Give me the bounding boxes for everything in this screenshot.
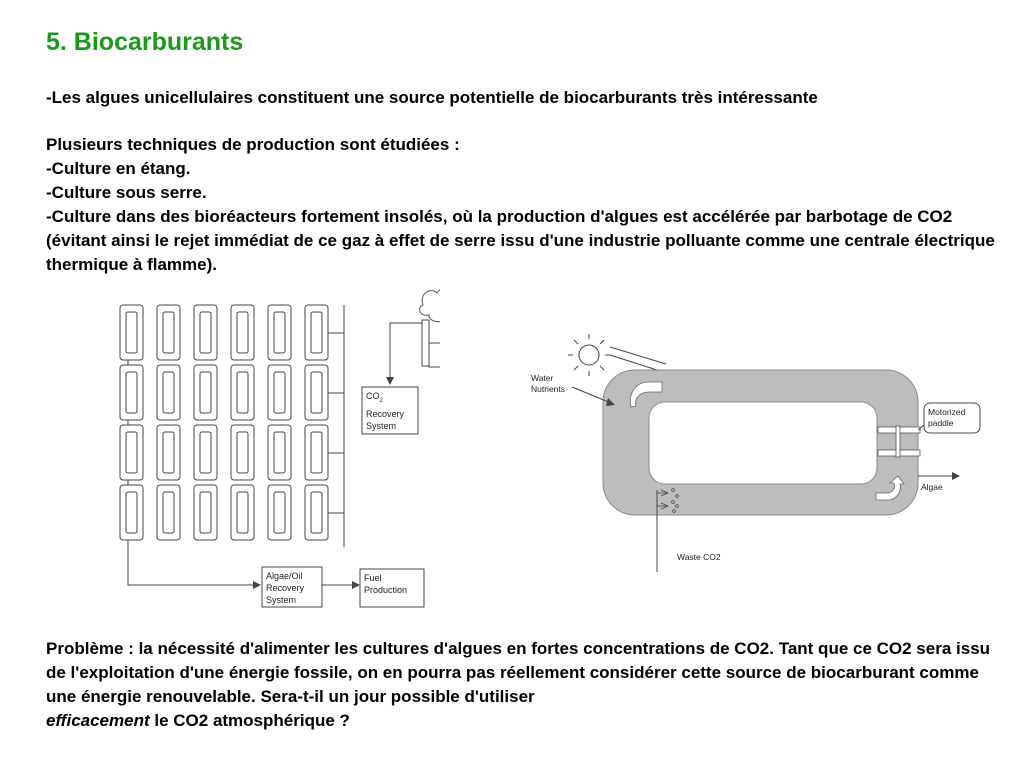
fuel-line1: Fuel xyxy=(364,573,382,583)
bioreactor-panel-tube xyxy=(200,372,211,413)
flue-gas-line xyxy=(390,323,422,381)
oil-recovery-box xyxy=(262,567,322,607)
oil-recovery-line2: Recovery xyxy=(266,583,305,593)
problem-emphasis: efficacement xyxy=(46,711,150,730)
power-plant-icon xyxy=(420,288,440,367)
bioreactor-panel-tube xyxy=(311,432,322,473)
bioreactor-panel-tube xyxy=(237,312,248,353)
bioreactor-panel-tube xyxy=(274,312,285,353)
algae-label: Algae xyxy=(921,482,943,492)
technique-item-greenhouse: -Culture sous serre. xyxy=(46,183,207,202)
bioreactor-panel-tube xyxy=(163,432,174,473)
technique-item-bioreactor: -Culture dans des bioréacteurs fortement insolés, où la production d'algues est accélérée par barbotage de CO2 (évitant ainsi le rejet immédiat de ce gaz à effet de serre issu d'une industrie polluante comme une centrale électrique thermique à flamme). xyxy=(46,207,995,274)
bioreactor-panel-tube xyxy=(274,372,285,413)
bioreactor-panel-tube xyxy=(237,492,248,533)
bioreactor-panel-tube xyxy=(126,432,137,473)
co2-recovery-line2: Recovery xyxy=(366,409,405,419)
bioreactor-panel-tube xyxy=(200,492,211,533)
paddle-line1: Motorized xyxy=(928,407,966,417)
arrow-right-icon xyxy=(952,472,960,480)
co2-recovery-box xyxy=(362,387,418,434)
co2-recovery-line3: System xyxy=(366,421,397,431)
bioreactor-panel-tube xyxy=(311,372,322,413)
arrow-right-icon xyxy=(352,581,360,589)
sun-ray xyxy=(610,347,666,364)
nutrients-label: Nutrients xyxy=(531,384,566,394)
paddle-callout xyxy=(924,403,980,433)
sun-ray xyxy=(610,355,657,370)
bioreactor-panel-tube xyxy=(311,312,322,353)
bioreactor-panel-array xyxy=(120,305,344,547)
bioreactor-panel-tube xyxy=(200,432,211,473)
sun-icon xyxy=(568,334,610,376)
arrow-right-icon xyxy=(253,581,261,589)
intro-paragraph xyxy=(46,86,996,110)
bioreactor-panel-tube xyxy=(274,432,285,473)
techniques-list xyxy=(46,133,996,277)
water-label: Water xyxy=(531,373,554,383)
problem-paragraph xyxy=(46,637,996,733)
arrow-down-icon xyxy=(386,377,394,385)
photobioreactor-diagram xyxy=(100,285,440,610)
harvest-line xyxy=(128,547,255,585)
bioreactor-panel-tube xyxy=(126,372,137,413)
bioreactor-panel-tube xyxy=(163,372,174,413)
slide-title: 5. Biocarburants xyxy=(46,28,244,56)
problem-text-end: le CO2 atmosphérique ? xyxy=(149,711,350,730)
bioreactor-panel-tube xyxy=(200,312,211,353)
problem-text: Problème : la nécessité d'alimenter les cultures d'algues en fortes concentrations de CO2. Tant que ce CO2 sera issu de l'exploitation d'une énergie fossile, on en pourra pas réellement considérer cette source de biocarburant comme une énergie renouvelable. Sera-t-il un jour possible d'utiliser xyxy=(46,639,991,706)
waste-co2-label: Waste CO2 xyxy=(677,552,721,562)
bioreactor-panel-tube xyxy=(237,372,248,413)
bioreactor-panel-tube xyxy=(311,492,322,533)
bioreactor-panel-tube xyxy=(274,492,285,533)
paddle-line2: paddle xyxy=(928,418,954,428)
oil-recovery-line3: System xyxy=(266,595,297,605)
co2-label: CO xyxy=(366,391,380,401)
oil-recovery-line1: Algae/Oil xyxy=(266,571,303,581)
bioreactor-panel-tube xyxy=(163,312,174,353)
techniques-heading: Plusieurs techniques de production sont étudiées : xyxy=(46,135,460,154)
technique-item-pond: -Culture en étang. xyxy=(46,159,191,178)
intro-text: -Les algues unicellulaires constituent une source potentielle de biocarburants très intéressante xyxy=(46,88,818,107)
bioreactor-panel-tube xyxy=(126,492,137,533)
co2-subscript: 2 xyxy=(379,398,383,404)
fuel-line2: Production xyxy=(364,585,408,595)
bioreactor-panel-tube xyxy=(126,312,137,353)
raceway-pond-diagram xyxy=(520,330,990,580)
bioreactor-panel-tube xyxy=(163,492,174,533)
fuel-production-box xyxy=(360,569,424,607)
bioreactor-panel-tube xyxy=(237,432,248,473)
